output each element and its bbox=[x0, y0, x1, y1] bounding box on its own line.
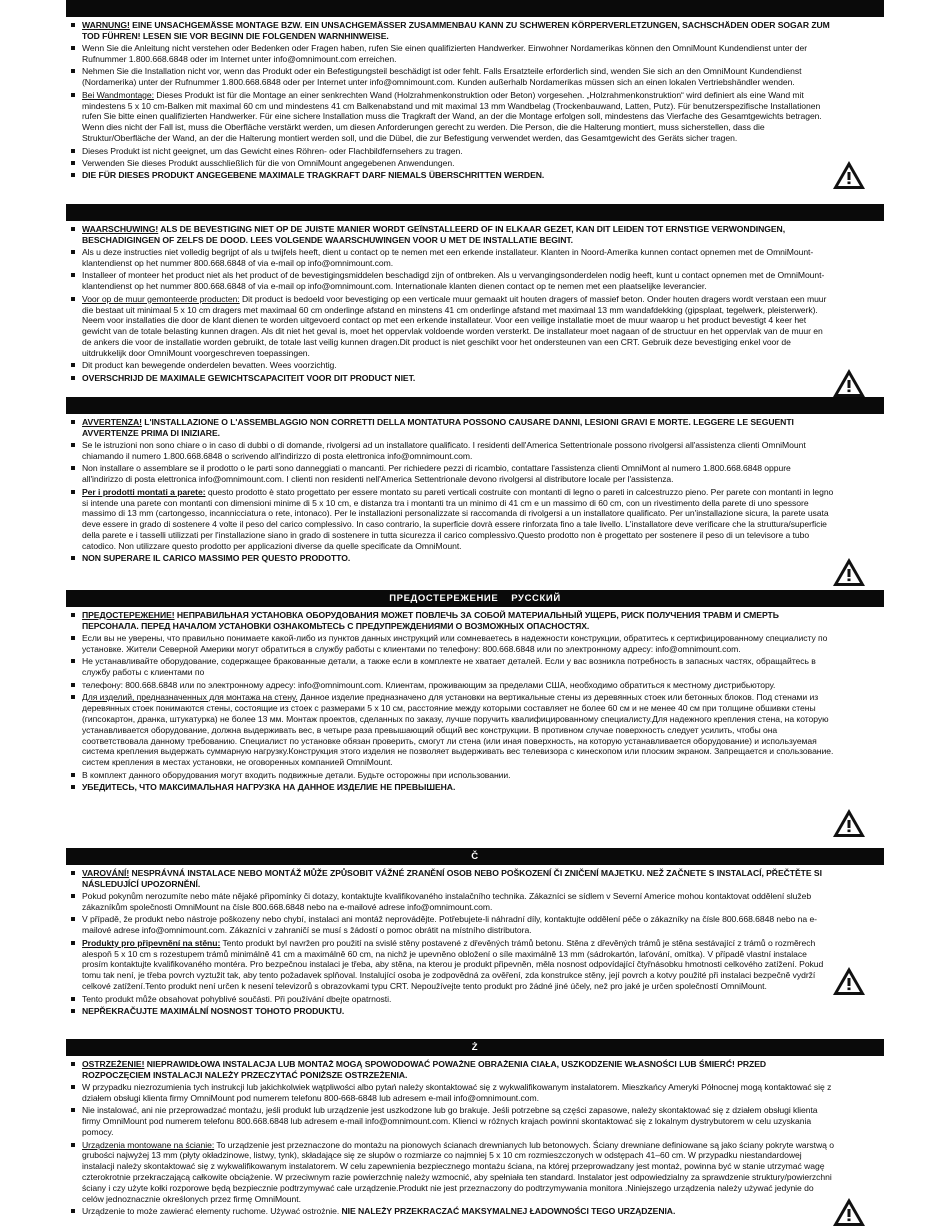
warning-list bbox=[66, 221, 884, 384]
list-item bbox=[66, 43, 884, 65]
item-text: Nie instalować, ani nie przeprowadzać montażu, jeśli produkt lub urządzenie jest uszkodzone lub go brakuje. Jeśli potrzebne są części zapasowe, należy skontaktować się z działem obsługi klienta firmy OmniMount pod numerem telefonu 800.668.6848 lub adresem e-mail info@omnimount.com. Klienci w różnych krajach powinni skontaktować się z lokalnym dystrybutorem w celu uzyskania pomocy. bbox=[82, 1105, 818, 1138]
list-item bbox=[66, 1082, 884, 1104]
item-text: Als u deze instructies niet volledig begrijpt of als u twijfels heeft, dient u contact op te nemen met een erkende installateur. Klanten in Noord-Amerika kunnen contact opnemen met de OmniMount-klantendienst op het nummer 800.668.6848 of via e-mail op info@omnimount.com. bbox=[82, 247, 814, 269]
warning-triangle-icon bbox=[832, 557, 866, 587]
item-text: Installeer of monteer het product niet als het product of de bevestigingsmiddelen beschadigd zijn of ontbreken. Als u vervangingsonderdelen nodig heeft, kunt u contact opnemen met de OmniMount-klantendienst op het nummer 800.668.6848 of via e-mail op info@omnimount.com. Internationale klanten dienen contact op te nemen met een plaatselijke leverancier. bbox=[82, 270, 825, 292]
item-text: Dit product kan bewegende onderdelen bevatten. Wees voorzichtig. bbox=[82, 360, 337, 371]
list-item bbox=[66, 1006, 884, 1017]
item-lead: VAROVÁNÍ! bbox=[82, 868, 130, 878]
item-text: Non installare o assemblare se il prodotto o le parti sono danneggiati o mancanti. Per richiedere pezzi di ricambio, contattare l'assistenza clienti OmniMont al numero 1.800.668.6848 oppure all'indirizzo di posta elettronica info@omnimount.com. I clienti non residenti nell'America Settentrionale devono rivolgersi al distributore locale per l'assistenza. bbox=[82, 463, 791, 485]
item-lead: OSTRZEŻENIE! bbox=[82, 1059, 145, 1069]
section-header-bar: Č bbox=[66, 848, 884, 865]
item-text: Tento produkt může obsahovat pohyblivé součásti. Při používání dbejte opatrnosti. bbox=[82, 993, 392, 1004]
section-cz bbox=[66, 848, 884, 1039]
list-item bbox=[66, 610, 884, 632]
item-text: Не устанавливайте оборудование, содержащее бракованные детали, а также если в комплекте не хватает деталей. Если у вас возникла потребность в запасных частях, обращайтесь в службу работы с клиентами по bbox=[82, 656, 816, 678]
item-lead: WARNUNG! bbox=[82, 20, 130, 30]
list-item bbox=[66, 553, 884, 564]
item-text: NEPŘEKRAČUJTE MAXIMÁLNÍ NOSNOST TOHOTO PRODUKTU. bbox=[82, 1005, 345, 1016]
list-item bbox=[66, 994, 884, 1005]
item-text: Tento produkt byl navržen pro použití na svislé stěny postavené z dřevěných trámů betonu. Stěna z dřevěných trámů je stěna sestávající z trámů o rozměrech alespoň 5 x 10 cm s rozestupem trámů minimálně 41 cm a maximálně 60 cm, na nichž je upevněno obložení o síle maximálně 13 mm (sádrokartón, laťování, omítka). V případě vlastní instalace prosím kontaktujte kvalifikovaného montéra. Pro bezpečnou instalaci je třeba, aby stěna, na kterou je produkt připevněn, měla nosnost odpovídající čtyřnásobku hmotnosti celkového zatížení. Pokud tomu tak není, je třeba povrch vyztužit tak, aby tento požadavek splňoval. Instalující osoba je zodpovědná za ověření, zda konstrukce stěny, její povrch a kotvy použité při instalaci bezpečně vydrží celkové zatížení.Tento produkt není určen k nesení televizorů s obrazovkami typu CRT. Nepoužívejte tento produkt pro žádné jiné účely, než pro jaké je určen společností OmniMount. bbox=[82, 937, 824, 992]
item-text: NESPRÁVNÁ INSTALACE NEBO MONTÁŽ MŮŽE ZPŮSOBIT VÁŽNÉ ZRANĚNÍ OSOB NEBO POŠKOZENÍ ČI ZNIČENÍ MAJETKU. NEŽ ZAČNETE S INSTALACÍ, PŘEČTĚTE SI NÁSLEDUJÍCÍ UPOZORNĚNÍ. bbox=[82, 868, 822, 889]
section-it bbox=[66, 397, 884, 590]
list-item bbox=[66, 1059, 884, 1081]
warning-triangle-icon bbox=[832, 160, 866, 190]
list-item bbox=[66, 868, 884, 890]
section-header-bar bbox=[66, 204, 884, 221]
list-item bbox=[66, 20, 884, 42]
item-text: Nehmen Sie die Installation nicht vor, wenn das Produkt oder ein Befestigungsteil beschädigt ist oder fehlt. Falls Ersatzteile erforderlich sind, wenden Sie sich an den OmniMount Kundendienst (Nordamerika) unter der Rufnummer 1.800.668.6848 oder per Internet unter info@omnimount.com. Kunden außerhalb Nordamerikas müssen sich an einen lokalen Vertriebshändler wenden. bbox=[82, 66, 802, 88]
item-text: УБЕДИТЕСЬ, ЧТО МАКСИМАЛЬНАЯ НАГРУЗКА НА ДАННОЕ ИЗДЕЛИЕ НЕ ПРЕВЫШЕНА. bbox=[82, 781, 456, 792]
item-text: Pokud pokynům nerozumíte nebo máte nějaké připomínky či dotazy, kontaktujte kvalifikovaného instalačního technika. Zákazníci se sídlem v Severní Americe mohou kontaktovat oddělení služeb zákazníkům společnosti OmniMount na čísle 800.668.6848 nebo na e-mailové adrese info@omnimount.com. bbox=[82, 891, 812, 913]
item-lead: Bei Wandmontage: bbox=[82, 89, 154, 100]
item-text: Dieses Produkt ist nicht geeignet, um das Gewicht eines Röhren- oder Flachbildfernsehers zu tragen. bbox=[82, 145, 463, 156]
list-item bbox=[66, 146, 884, 157]
warning-list bbox=[66, 865, 884, 1017]
list-item bbox=[66, 891, 884, 913]
item-text: В комплект данного оборудования могут входить подвижные детали. Будьте осторожны при использовании. bbox=[82, 769, 511, 780]
list-item bbox=[66, 487, 884, 552]
item-text: L'INSTALLAZIONE O L'ASSEMBLAGGIO NON CORRETTI DELLA MONTATURA POSSONO CAUSARE DANNI, LESIONI GRAVI E MORTE. LEGGERE LE SEGUENTI AVVERTENZE PRIMA DI INIZIARE. bbox=[82, 417, 794, 438]
list-item bbox=[66, 90, 884, 145]
list-item bbox=[66, 440, 884, 462]
list-item bbox=[66, 373, 884, 384]
item-text: Dieses Produkt ist für die Montage an einer senkrechten Wand (Holzrahmenkonstruktion oder Beton) vorgesehen. „Holzrahmenkonstruktion“ wird definiert als eine Wand mit mindestens 5 x 10 cm-Balken mit maximal 60 cm und mindestens 41 cm Balkenabstand und mit maximal 13 mm Wandbelag (Trockenbauwand, Latten, Putz). Für benutzerspezifische Installationen rufen Sie bitte einen qualifizierten Handwerker. Für eine sichere Installation muss die Tragkraft der Wand, an der die Montage erfolgen soll, mindestens das Vierfache des Gesamtgewichts betragen. Wenn dies nicht der Fall ist, muss die Oberfläche verstärkt werden, um diesen Anforderungen gerecht zu werden. Die Person, die die Halterung montiert, muss sicherstellen, dass die Struktur/Oberfläche der Wand, an der die Halterung montiert werden soll, und die Dübel, die zur Befestigung verwendet werden, das Gesamtgewicht des Geräts sicher tragen. bbox=[82, 89, 822, 144]
item-text: To urządzenie jest przeznaczone do montażu na pionowych ścianach drewnianych lub betonowych. Ściany drewniane definiowane są jako ściany pokryte warstwą o grubości najwyżej 13 mm (płyty okładzinowe, listwy, tynk), składające się ze słupów o rozmiarze co najmniej 5 x 10 cm rozmieszczonych w odstępach 41–60 cm. W przypadku niestandardowej instalacji należy skontaktować się z wykwalifikowanym instalatorem. W celu zapewnienia bezpiecznego montażu ściana, na której przeprowadzany jest montaż, powinna być w stanie utrzymać wagę czterokrotnie przekraczającą całkowite obciążenie. W przeciwnym razie powierzchnię należy wzmocnić, aby spełniała ten standard. Instalator jest odpowiedzialny za sprawdzenie struktury/powierzchni ściany i czy użyte kołki rozporowe będą bezpiecznie podtrzymywać całe urządzenie.Produkt nie jest przeznaczony do podtrzymywania monitora .Niniejszego urządzenia należy używać jedynie do celów jednoznacznie określonych przez firmę OmniMount. bbox=[82, 1139, 834, 1205]
item-lead: Voor op de muur gemonteerde producten: bbox=[82, 293, 240, 304]
item-text: Se le istruzioni non sono chiare o in caso di dubbi o di domande, rivolgersi ad un installatore qualificato. I residenti dell'America Settentrionale possono rivolgersi all'assistenza clienti OmniMount chiamando il numero 1.800.668.6848 o scrivendo all'indirizzo di posta elettronica info@omnimount.com. bbox=[82, 440, 806, 462]
item-text: NIEPRAWIDŁOWA INSTALACJA LUB MONTAŻ MOGĄ SPOWODOWAĆ POWAŻNE OBRAŻENIA CIAŁA, USZKODZENIE WŁASNOŚCI LUB ŚMIERĆ! PRZED ROZPOCZĘCIEM INSTALACJI NALEŻY PRZECZYTAĆ PONIŻSZE OSTRZEŻENIA. bbox=[82, 1059, 767, 1080]
list-item bbox=[66, 938, 884, 993]
item-strong-tail: NIE NALEŻY PRZEKRACZAĆ MAKSYMALNEJ ŁADOWNOŚCI TEGO URZĄDZENIA. bbox=[339, 1206, 676, 1217]
list-item bbox=[66, 463, 884, 485]
item-text: V případě, že produkt nebo nástroje poškozeny nebo chybí, instalaci ani montáž neprovádějte. Potřebujete-li náhradní díly, kontaktujte oddělení péče o zákazníky na čísle 800.668.6848 nebo na e-mailové adrese info@omnimount.com. Zákazníci v zahraničí se musí s žádostí o pomoc obrátit na místního distributora. bbox=[82, 914, 817, 936]
list-item bbox=[66, 782, 884, 793]
section-ru bbox=[66, 590, 884, 848]
item-text: НЕПРАВИЛЬНАЯ УСТАНОВКА ОБОРУДОВАНИЯ МОЖЕТ ПОВЛЕЧЬ ЗА СОБОЙ МАТЕРИАЛЬНЫЙ УЩЕРБ, РИСК ПОЛУЧЕНИЯ ТРАВМ И СМЕРТЬ ПЕРСОНАЛА. ПЕРЕД НАЧАЛОМ УСТАНОВКИ ОЗНАКОМЬТЕСЬ С ПРЕДУПРЕЖДЕНИЯМИ О ВОЗМОЖНЫХ ОПАСНОСТЯХ. bbox=[82, 610, 779, 631]
list-item bbox=[66, 66, 884, 88]
list-item bbox=[66, 1206, 884, 1217]
warning-page bbox=[66, 0, 884, 1229]
item-lead: Urządzenia montowane na ścianie: bbox=[82, 1139, 215, 1150]
item-lead: Для изделий, предназначенных для монтажа на стену. bbox=[82, 691, 298, 702]
warning-triangle-icon bbox=[832, 808, 866, 838]
warning-list bbox=[66, 607, 884, 793]
list-item bbox=[66, 270, 884, 292]
item-text: Verwenden Sie dieses Produkt ausschließlich für die von OmniMount angegebenen Anwendungen. bbox=[82, 157, 455, 168]
item-text: EINE UNSACHGEMÄSSE MONTAGE BZW. EIN UNSACHGEMÄSSER ZUSAMMENBAU KANN ZU SCHWEREN KÖRPERVERLETZUNGEN, SACHSCHÄDEN ODER SOGAR ZUM TOD FÜHREN! LESEN SIE VOR BEGINN DIE FOLGENDEN WARNHINWEISE. bbox=[82, 20, 830, 41]
item-text: Urządzenie to może zawierać elementy ruchome. Używać ostrożnie. bbox=[82, 1206, 340, 1217]
warning-triangle-icon bbox=[832, 1197, 866, 1227]
list-item bbox=[66, 417, 884, 439]
list-item bbox=[66, 158, 884, 169]
list-item bbox=[66, 770, 884, 781]
section-de bbox=[66, 0, 884, 204]
section-pl bbox=[66, 1039, 884, 1229]
item-text: телефону: 800.668.6848 или по электронному адресу: info@omnimount.com. Клиентам, проживающим за пределами США, необходимо обратиться к местному дистрибьютору. bbox=[82, 679, 776, 690]
list-item bbox=[66, 1105, 884, 1138]
section-nl bbox=[66, 204, 884, 397]
section-header-bar bbox=[66, 0, 884, 17]
warning-list bbox=[66, 414, 884, 564]
list-item bbox=[66, 294, 884, 359]
item-lead: ПРЕДОСТЕРЕЖЕНИЕ! bbox=[82, 610, 175, 620]
list-item bbox=[66, 633, 884, 655]
section-header-bar bbox=[66, 397, 884, 414]
warning-triangle-icon bbox=[832, 368, 866, 398]
item-text: NON SUPERARE IL CARICO MASSIMO PER QUESTO PRODOTTO. bbox=[82, 553, 351, 564]
list-item bbox=[66, 692, 884, 768]
item-text: Dit product is bedoeld voor bevestiging op een verticale muur gemaakt uit houten dragers of massief beton. Onder houten dragers wordt verstaan een muur die bestaat uit minimaal 5 x 10 cm dragers met maximaal 60 cm onderlinge afstand en minstens 41 cm onderlinge afstand met maximaal 13 mm wandafdekking (gipsplaat, tegelwerk, pleisterwerk). Neem voor installaties die door de klant dienen te worden uitgevoerd contact op met een erkende installateur. Voor een veilige installatie moet de muur waarop u het product bevestigt 4 keer het gewicht van de totale belasting kunnen dragen. Als dit niet het geval is, moet het oppervlak voldoende worden versterkt. De installateur moet nagaan of de structuur en het oppervlak van de muur en de ankers die voor de installatie worden gebruikt, de totale last veilig kunnen dragen.Dit product is niet geschikt voor het ondersteunen van een CRT. Gebruik deze bevestiging enkel voor de uitdrukkelijk door OmniMount voorgeschreven toepassingen. bbox=[82, 293, 827, 359]
warning-triangle-icon bbox=[832, 966, 866, 996]
item-text: questo prodotto è stato progettato per essere montato su pareti verticali costruite con montanti di legno o pareti in calcestruzzo pieno. Per parete con montanti in legno si intende una parete con montanti con dimensioni minime di 5 x 10 cm, e distanza tra i montanti tra un minimo di 41 cm e un massimo di 60 cm, con un rivestimento della parete di uno spessore massimo di 13 mm (cartongesso, incannicciatura o rete, intonaco). Per le installazioni personalizzate si raccomanda di rivolgersi a un installatore qualificato. Per un'installazione sicura, la parete usata deve essere in grado di sostenere 4 volte il peso del carico complessivo. In caso contrario, la superficie dovrà essere rinforzata fino a tale livello. L'installatore deve verificare che la struttura/superficie della parete e i tasselli utilizzati per l'installazione siano in grado di sostenere in tutta sicurezza il carico complessivo.Questo prodotto non è progettato per sostenere il peso di un televisore a tubo catodico. Non utilizzare questo prodotto per applicazioni diverse da quelle specificate da OmniMount. bbox=[82, 486, 834, 552]
item-text: W przypadku niezrozumienia tych instrukcji lub jakichkolwiek wątpliwości albo pytań należy skontaktować się z wykwalifikowanym instalatorem. Mieszkańcy Ameryki Północnej mogą kontaktować się z działem obsługi klienta firmy OmniMount pod numerem telefonu 800-668-6848 lub adresem e-mail info@omnimount.com. bbox=[82, 1082, 832, 1104]
item-text: OVERSCHRIJD DE MAXIMALE GEWICHTSCAPACITEIT VOOR DIT PRODUCT NIET. bbox=[82, 372, 416, 383]
item-lead: AVVERTENZA! bbox=[82, 417, 142, 427]
section-header-bar: ПРЕДОСТЕРЕЖЕНИЕ РУССКИЙ bbox=[66, 590, 884, 607]
item-lead: Per i prodotti montati a parete: bbox=[82, 486, 206, 497]
section-header-bar: Ż bbox=[66, 1039, 884, 1056]
item-text: Wenn Sie die Anleitung nicht verstehen oder Bedenken oder Fragen haben, rufen Sie einen qualifizierten Handwerker. Einwohner Nordamerikas können den OmniMount Kundendienst unter der Rufnummer 1.800.668.6848 oder im Internet unter info@omnimount.com erreichen. bbox=[82, 43, 808, 65]
list-item bbox=[66, 914, 884, 936]
list-item bbox=[66, 360, 884, 371]
item-lead: WAARSCHUWING! bbox=[82, 224, 159, 234]
warning-list bbox=[66, 1056, 884, 1217]
list-item bbox=[66, 656, 884, 678]
item-text: DIE FÜR DIESES PRODUKT ANGEGEBENE MAXIMALE TRAGKRAFT DARF NIEMALS ÜBERSCHRITTEN WERDEN. bbox=[82, 170, 545, 181]
list-item bbox=[66, 224, 884, 246]
warning-list bbox=[66, 17, 884, 181]
list-item bbox=[66, 170, 884, 181]
list-item bbox=[66, 247, 884, 269]
item-lead: Produkty pro připevnění na stěnu: bbox=[82, 937, 221, 948]
list-item bbox=[66, 680, 884, 691]
item-text: ALS DE BEVESTIGING NIET OP DE JUISTE MANIER WORDT GEÏNSTALLEERD OF IN ELKAAR GEZET, KAN DIT LEIDEN TOT ERNSTIGE VERWONDINGEN, BESCHADIGINGEN OF ZELFS DE DOOD. LEES VOLGENDE WAARSCHUWINGEN VOOR U MET DE INSTALLATIE BEGINT. bbox=[82, 224, 786, 245]
item-text: Данное изделие предназначено для установки на вертикальные стены из деревянных стоек или бетонных блоков. Под стенами из деревянных стоек понимаются стены, состоящие из стоек с размерами 5 x 10 см, расстояние между которыми составляет не более 60 см и не менее 40 см при толщине обшивки стены (гипсокартон, дранка, штукатурка) не более 13 мм. Монтаж проектов, сделанных по заказу, лучше поручить квалифицированному специалисту.Для надежного крепления стена, на которую устанавливается оборудование, должна выдерживать вес, в четыре раза превышающий общий вес конструкции. В противном случае поверхность следует усилить, чтобы она соответствовала данному требованию. Специалист по установке обязан проверить, смогут ли стена (или иная поверхность, на которую устанавливается оборудование) и используемая система крепления выдержать суммарную нагрузку.Конструкция этого изделия не позволяет выдерживать вес телевизора с кинескопом или плоским экраном. Запрещается и спользование. систем крепления в местах установки, не оговоренных компанией OmniMount. bbox=[82, 691, 834, 768]
list-item bbox=[66, 1140, 884, 1205]
item-text: Если вы не уверены, что правильно понимаете какой-либо из пунктов данных инструкций или сомневаетесь в надежности конструкции, обратитесь к сертифицированному специалисту по установке. Жители Северной Америки могут обратиться в службу работы с клиентами по телефону: 800.668.6848 или по электронному адресу: info@omnimount.com. bbox=[82, 633, 828, 655]
